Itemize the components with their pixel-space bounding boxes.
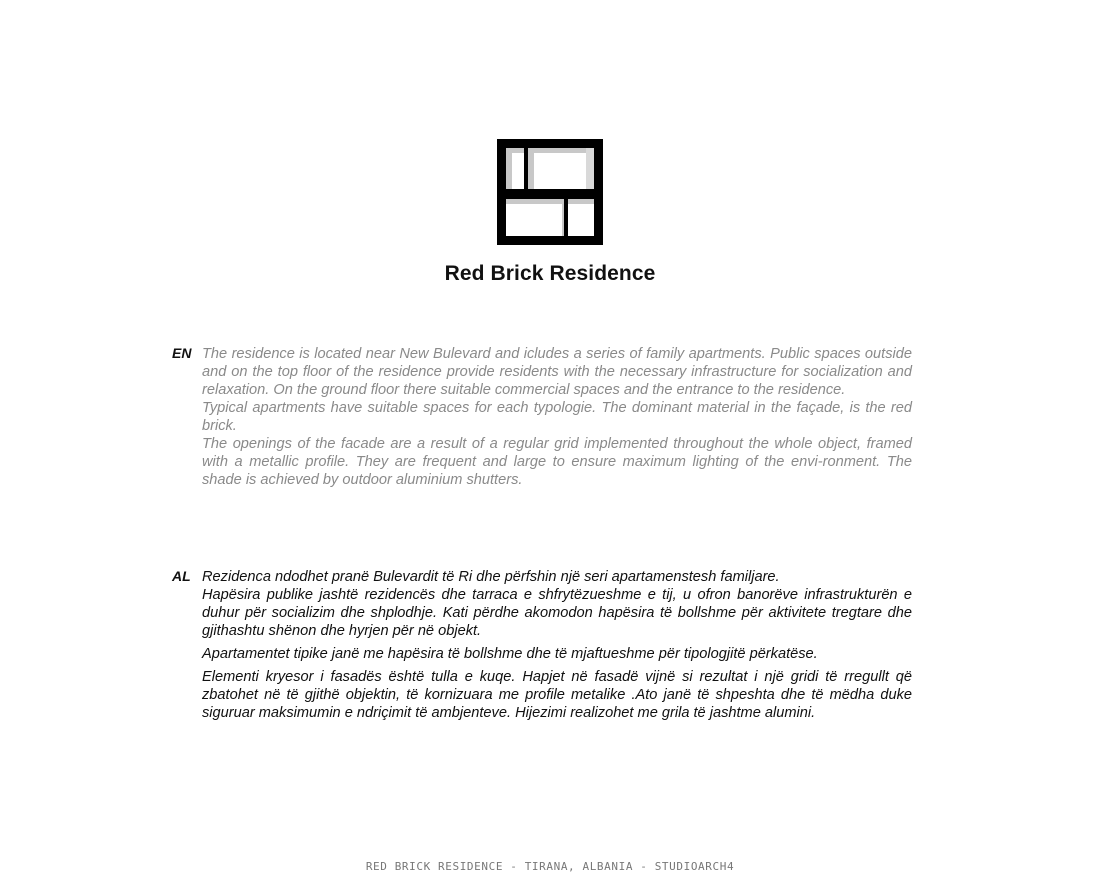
language-label-en: EN — [172, 345, 192, 361]
english-description — [202, 345, 912, 489]
albanian-description — [202, 568, 912, 722]
language-label-al: AL — [172, 568, 191, 584]
en-paragraph: Typical apartments have suitable spaces for each typologie. The dominant material in the façade, is the red brick. — [202, 400, 912, 434]
footer-caption: RED BRICK RESIDENCE - TIRANA, ALBANIA - STUDIOARCH4 — [365, 860, 735, 873]
al-paragraph: Elementi kryesor i fasadës është tulla e kuqe. Hapjet në fasadë vijnë si rezultat i një gridi të rregullt që zbatohet në të gjithë objektin, të kornizuara me profile metalike .Ato janë të shpeshta dhe të mëdha duke siguruar maksimumin e ndriçimit të ambjenteve. Hijezimi realizohet me grila të jashtme alumini. — [202, 669, 912, 721]
al-paragraph: Hapësira publike jashtë rezidencës dhe tarraca e shfrytëzueshme e tij, u ofron banorëve infrastrukturën e duhur për socializim dhe shplodhje. Kati përdhe akomodon hapësira të bollshme për aktivitete tregtare dhe gjithashtu shënon dhe hyrjen për në objekt. — [202, 587, 912, 639]
al-paragraph: Apartamentet tipike janë me hapësira të bollshme dhe të mjaftueshme për tipologjitë përkatëse. — [202, 646, 818, 662]
building-facade-logo-icon — [497, 139, 603, 245]
page-title: Red Brick Residence — [444, 262, 656, 285]
al-paragraph: Rezidenca ndodhet pranë Bulevardit të Ri dhe përfshin një seri apartamenstesh familjare. — [202, 569, 780, 585]
en-paragraph: The residence is located near New Bulevard and icludes a series of family apartments. Public spaces outside and on the top floor of the residence provide residents with the necessary infrastructure for socialization and relaxation. On the ground floor there suitable commercial spaces and the entrance to the residence. — [202, 346, 912, 398]
en-paragraph: The openings of the facade are a result of a regular grid implemented throughout the whole object, framed with a metallic profile. They are frequent and large to ensure maximum lighting of the envi-ronment. The shade is achieved by outdoor aluminium shutters. — [202, 436, 912, 488]
